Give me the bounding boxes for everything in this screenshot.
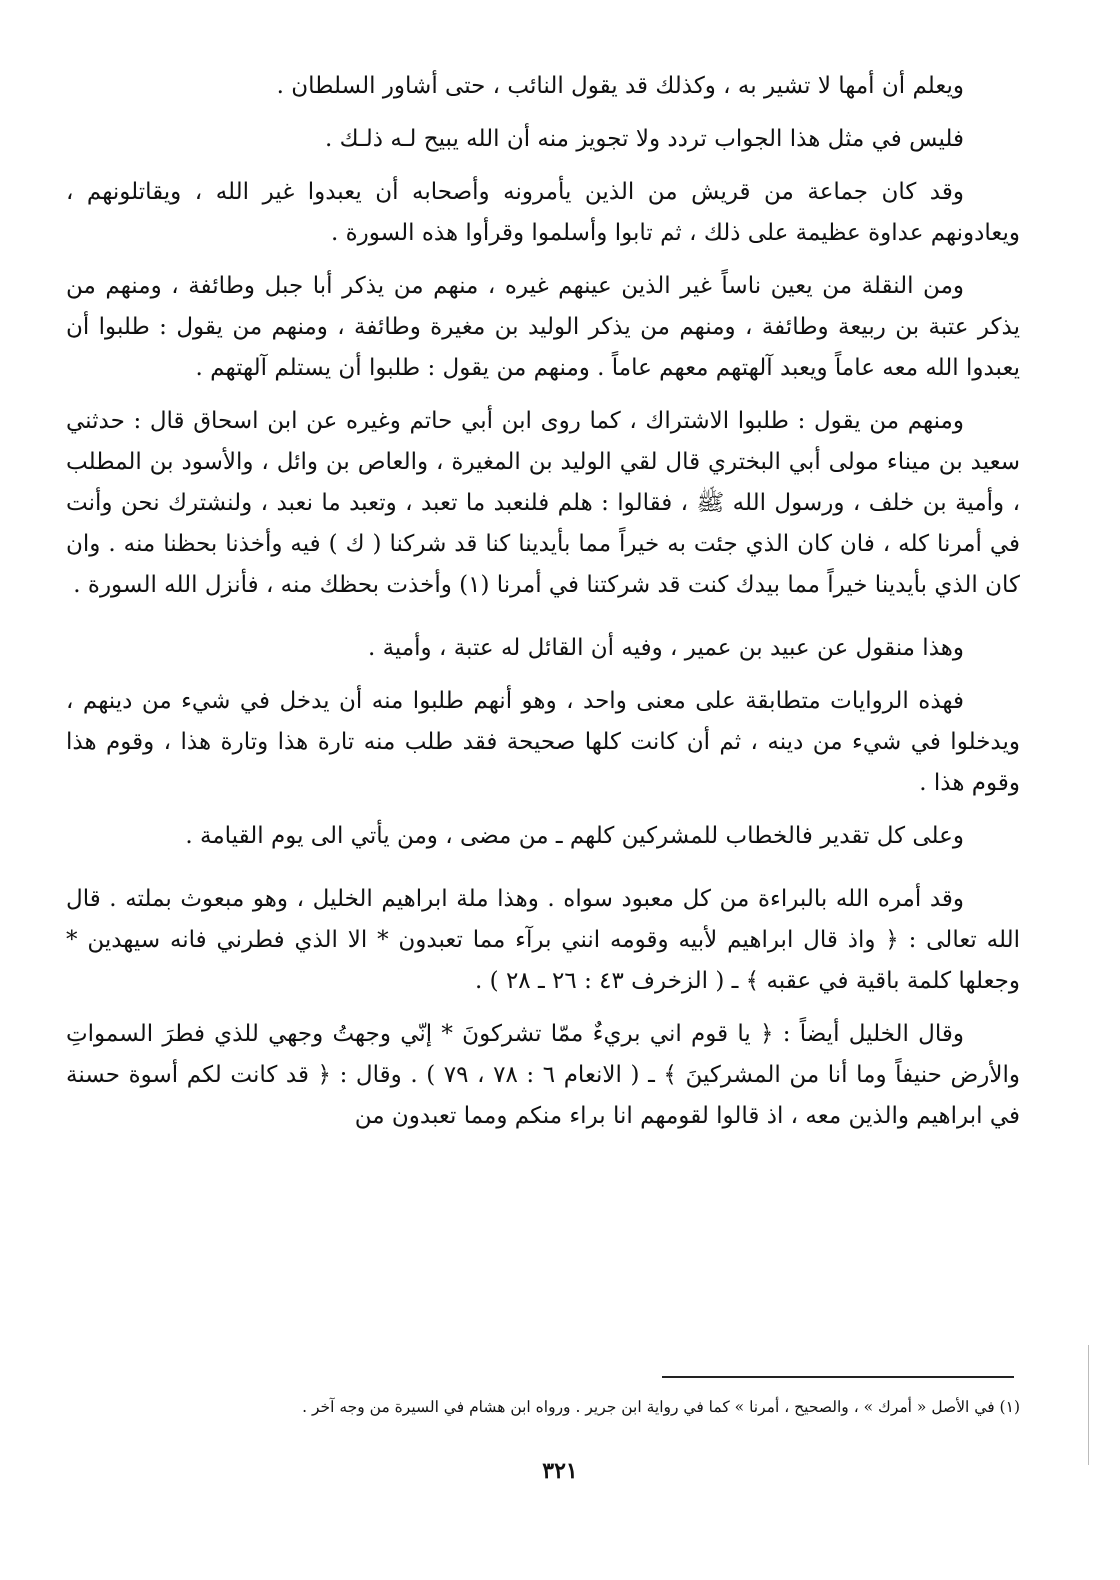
paragraph: فليس في مثل هذا الجواب تردد ولا تجويز منه أن الله يبيح لـه ذلـك . bbox=[325, 126, 964, 152]
scan-edge-line bbox=[1088, 1345, 1089, 1465]
paragraph: ويعلم أن أمها لا تشير به ، وكذلك قد يقول النائب ، حتى أشاور السلطان . bbox=[276, 73, 964, 99]
footnote: (١) في الأصل « أمرك » ، والصحيح ، أمرنا » كما في رواية ابن جرير . ورواه ابن هشام في السيرة من وجه آخر . bbox=[302, 1398, 1020, 1416]
paragraph: وعلى كل تقدير فالخطاب للمشركين كلهم ـ من مضى ، ومن يأتي الى يوم القيامة . bbox=[185, 823, 964, 849]
paragraph: وقال الخليل أيضاً : ﴿ يا قوم اني بريءٌ ممّا تشركونَ * إنّي وجهتُ وجهي للذي فطرَ السمواتِ والأرض حنيفاً وما أنا من المشركينَ ﴾ ـ ( الانعام ٦ : ٧٨ ، ٧٩ ) . وقال : ﴿ قد كانت لكم أسوة حسنة في ابراهيم والذين معه ، اذ قالوا لقومهم انا براء منكم ومما تعبدون من bbox=[66, 1021, 1021, 1129]
paragraph: ومن النقلة من يعين ناساً غير الذين عينهم غيره ، منهم من يذكر أبا جبل وطائفة ، ومنهم من يذكر عتبة بن ربيعة وطائفة ، ومنهم من يذكر الوليد بن مغيرة وطائفة ، ومنهم من يقول : طلبوا أن يعبدوا الله معه عاماً ويعبد آلهتهم معهم عاماً . ومنهم من يقول : طلبوا أن يستلم آلهتهم . bbox=[66, 273, 1020, 381]
paragraph: فهذه الروايات متطابقة على معنى واحد ، وهو أنهم طلبوا منه أن يدخل في شيء من دينهم ، ويدخلوا في شيء من دينه ، ثم أن كانت كلها صحيحة فقد طلب منه تارة هذا وتارة هذا ، وقوم هذا وقوم هذا . bbox=[66, 688, 1020, 796]
paragraph: وقد أمره الله بالبراءة من كل معبود سواه . وهذا ملة ابراهيم الخليل ، وهو مبعوث بملته . قال الله تعالى : ﴿ واذ قال ابراهيم لأبيه وقومه انني برآء مما تعبدون * الا الذي فطرني فانه سيهدين * وجعلها كلمة باقية في عقبه ﴾ ـ ( الزخرف ٤٣ : ٢٦ ـ ٢٨ ) . bbox=[66, 886, 1020, 994]
page-number: ٣٢١ bbox=[542, 1458, 578, 1484]
paragraph: ومنهم من يقول : طلبوا الاشتراك ، كما روى ابن أبي حاتم وغيره عن ابن اسحاق قال : حدثني سعيد بن ميناء مولى أبي البختري قال لقي الوليد بن المغيرة ، والعاص بن وائل ، والأسود بن المطلب ، وأمية بن خلف ، ورسول الله ﷺ ، فقالوا : هلم فلنعبد ما تعبد ، وتعبد ما نعبد ، ولنشترك نحن وأنت في أمرنا كله ، فان كان الذي جئت به خيراً مما بأيدينا كنا قد شركنا ( ك ) فيه وأخذنا بحظنا منه . وان كان الذي بأيدينا خيراً مما بيدك كنت قد شركتنا في أمرنا (١) وأخذت بحظك منه ، فأنزل الله السورة . bbox=[66, 408, 1020, 598]
paragraph: وهذا منقول عن عبيد بن عمير ، وفيه أن القائل له عتبة ، وأمية . bbox=[367, 635, 964, 661]
paragraph: وقد كان جماعة من قريش من الذين يأمرونه وأصحابه أن يعبدوا غير الله ، ويقاتلونهم ، ويعادونهم عداوة عظيمة على ذلك ، ثم تابوا وأسلموا وقرأوا هذه السورة . bbox=[66, 179, 1020, 246]
page-body bbox=[66, 66, 1020, 1149]
footnote-divider bbox=[662, 1376, 1014, 1378]
